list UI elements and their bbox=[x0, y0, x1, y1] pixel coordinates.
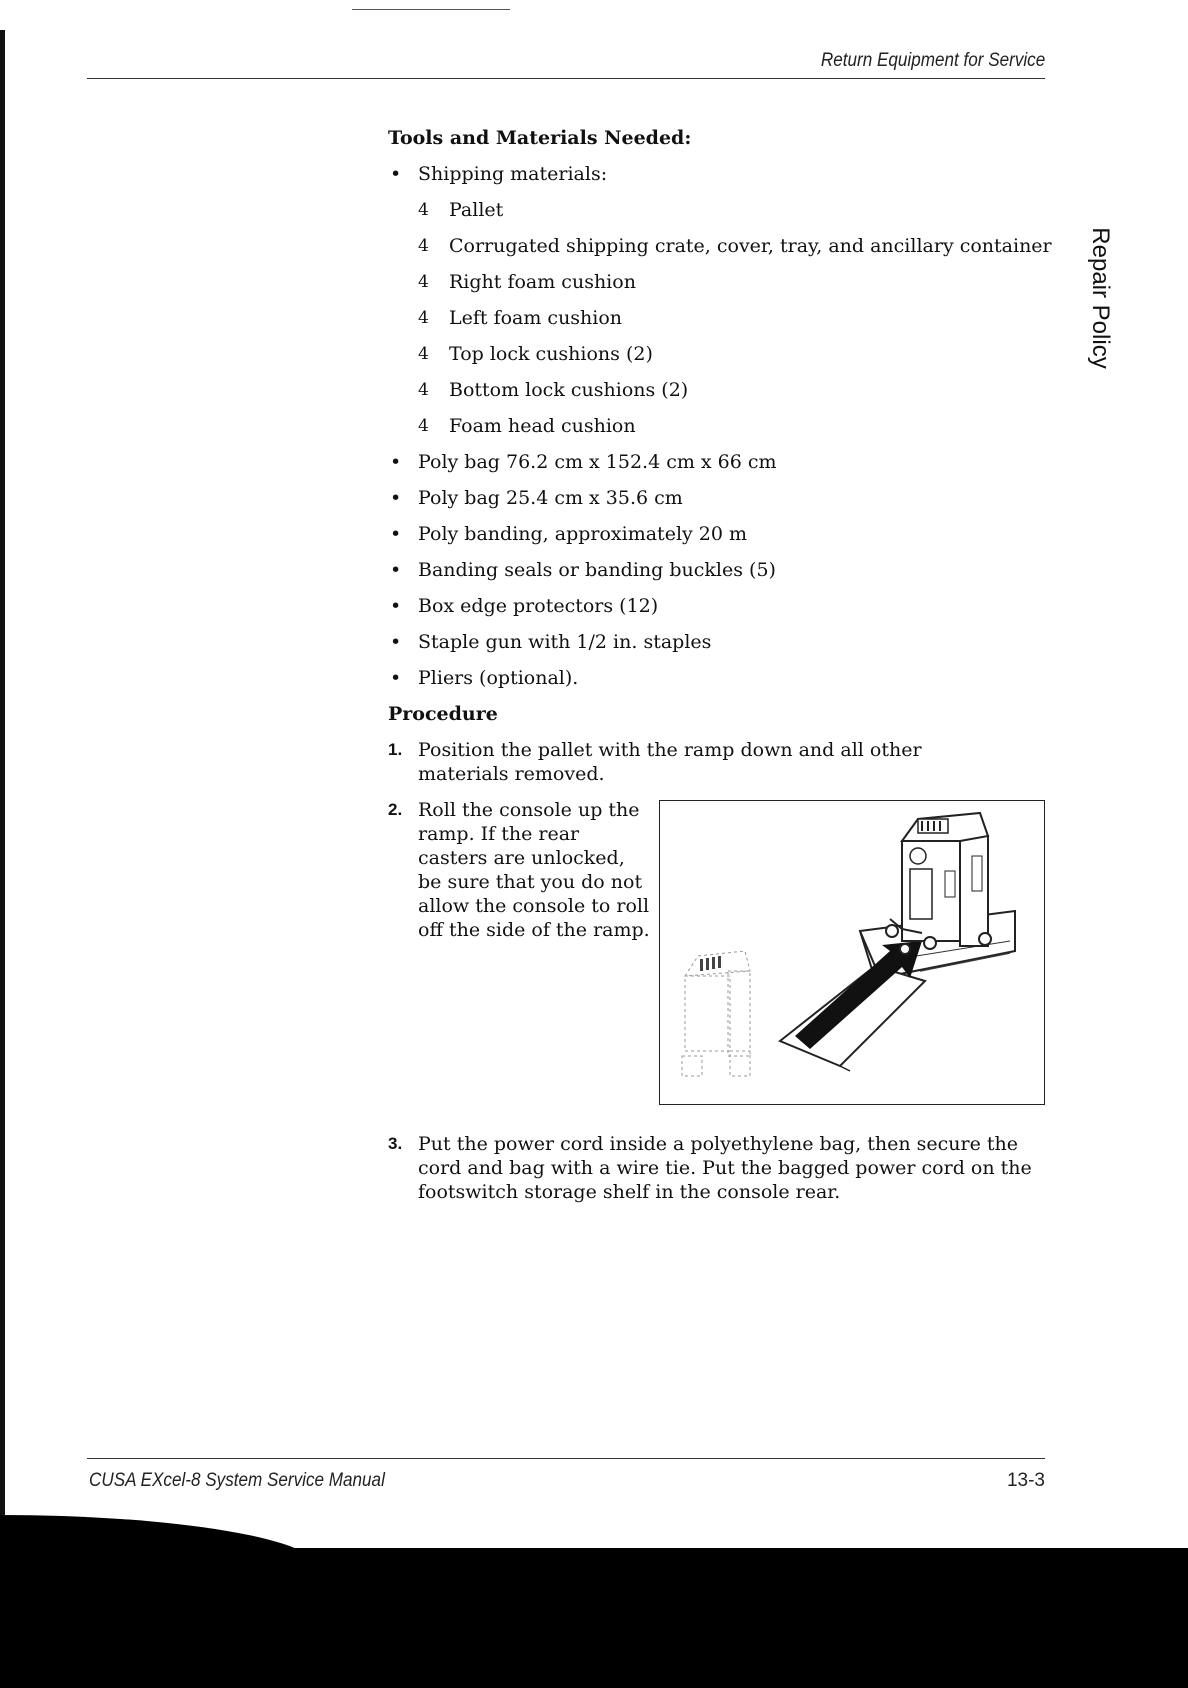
bullet-icon: • bbox=[390, 631, 402, 653]
step-text: Roll the console up the ramp. If the rear casters are unlocked, be sure that you do not allow the console to roll off the side of the ramp. bbox=[418, 799, 650, 941]
bullet-text: Poly banding, approximately 20 m bbox=[418, 523, 748, 545]
scan-left-edge bbox=[0, 30, 5, 1575]
bullet-icon: • bbox=[390, 559, 402, 581]
bullet-text: Pliers (optional). bbox=[418, 667, 579, 689]
scan-bottom-shadow bbox=[0, 1548, 1188, 1688]
checkmark-icon: 4 bbox=[418, 380, 429, 400]
checkmark-icon: 4 bbox=[418, 344, 429, 364]
bullet-text: Box edge protectors (12) bbox=[418, 595, 659, 617]
sub-item-text: Corrugated shipping crate, cover, tray, and ancillary container bbox=[449, 235, 1052, 257]
section-side-tab: Repair Policy bbox=[1087, 227, 1114, 369]
sub-item-text: Left foam cushion bbox=[449, 307, 623, 329]
bullet-icon: • bbox=[390, 451, 402, 473]
running-header: Return Equipment for Service bbox=[820, 50, 1045, 71]
checkmark-icon: 4 bbox=[418, 272, 429, 292]
top-rule bbox=[352, 9, 510, 10]
footer-rule bbox=[87, 1458, 1045, 1459]
step-number: 1. bbox=[388, 740, 403, 759]
bullet-text: Banding seals or banding buckles (5) bbox=[418, 559, 776, 581]
checkmark-icon: 4 bbox=[418, 416, 429, 436]
step-number: 2. bbox=[388, 800, 403, 819]
step-text: Position the pallet with the ramp down and all other materials removed. bbox=[418, 739, 922, 785]
bullet-icon: • bbox=[390, 523, 402, 545]
step-text: Put the power cord inside a polyethylene bag, then secure the cord and bag with a wire tie. Put the bagged power cord on the footswitch storage shelf in the console rear. bbox=[418, 1133, 1032, 1203]
bullet-text: Poly bag 25.4 cm x 35.6 cm bbox=[418, 487, 683, 509]
page-number: 13-3 bbox=[1006, 1470, 1045, 1491]
sub-item-text: Bottom lock cushions (2) bbox=[449, 379, 689, 401]
bullet-text: Staple gun with 1/2 in. staples bbox=[418, 631, 712, 653]
header-rule bbox=[87, 78, 1045, 79]
bullet-icon: • bbox=[390, 595, 402, 617]
checkmark-icon: 4 bbox=[418, 236, 429, 256]
checkmark-icon: 4 bbox=[418, 308, 429, 328]
console-ramp-figure bbox=[659, 800, 1045, 1105]
sub-item-text: Right foam cushion bbox=[449, 271, 636, 293]
console-on-ramp-illustration bbox=[660, 801, 1044, 1104]
checkmark-icon: 4 bbox=[418, 200, 429, 220]
sub-item-text: Top lock cushions (2) bbox=[449, 343, 653, 365]
procedure-heading: Procedure bbox=[388, 703, 498, 725]
bullet-icon: • bbox=[390, 667, 402, 689]
bullet-text: Shipping materials: bbox=[418, 163, 608, 185]
bullet-icon: • bbox=[390, 163, 402, 185]
sub-item-text: Pallet bbox=[449, 199, 504, 221]
bullet-text: Poly bag 76.2 cm x 152.4 cm x 66 cm bbox=[418, 451, 777, 473]
footer-manual-title: CUSA EXcel-8 System Service Manual bbox=[89, 1470, 385, 1491]
step-number: 3. bbox=[388, 1134, 403, 1153]
sub-item-text: Foam head cushion bbox=[449, 415, 636, 437]
bullet-icon: • bbox=[390, 487, 402, 509]
tools-heading: Tools and Materials Needed: bbox=[388, 127, 692, 149]
